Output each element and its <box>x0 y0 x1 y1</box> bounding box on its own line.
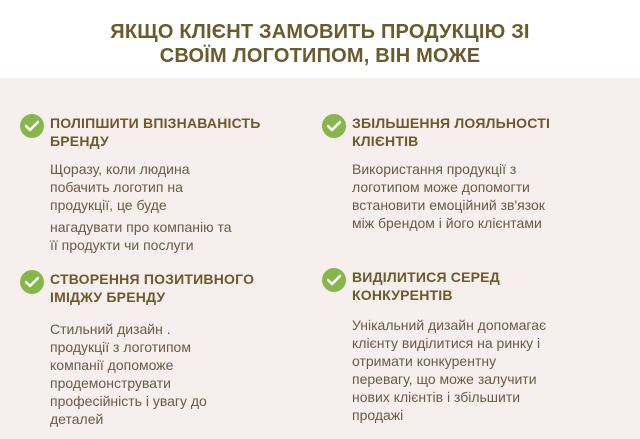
check-circle-icon <box>322 114 346 138</box>
page-title-line-2: СВОЇМ ЛОГОТИПОМ, ВІН МОЖЕ <box>159 45 481 67</box>
check-circle-icon <box>20 114 44 138</box>
feature-description: Унікальний дизайн допомагає клієнту виділитися на ринку і отримати конкурентну перевагу, що може залучити нових клієнтів і збільшити продажі <box>352 317 547 423</box>
page-title-line-1: ЯКЩО КЛІЄНТ ЗАМОВИТЬ ПРОДУКЦІЮ ЗІ <box>110 21 530 43</box>
feature-description: Стильний дизайн . продукції з логотипом компанії допоможе продемонструвати професійність і увагу до деталей <box>50 321 207 427</box>
feature-title: ЗБІЛЬШЕННЯ ЛОЯЛЬНОСТІ КЛІЄНТІВ <box>352 115 551 149</box>
check-circle-icon <box>20 270 44 294</box>
feature-title: ВИДІЛИТИСЯ СЕРЕД КОНКУРЕНТІВ <box>352 269 500 303</box>
features-panel <box>0 78 640 439</box>
feature-description: Щоразу, коли людина побачить логотип на продукції, це буде нагадувати про компанію та її продукти чи послуги <box>50 161 232 253</box>
feature-title: ПОЛІПШИТИ ВПІЗНАВАНІСТЬ БРЕНДУ <box>50 115 261 149</box>
check-circle-icon <box>322 268 346 292</box>
feature-description: Використання продукції з логотипом може допомогти встановити емоційний зв'язок між брендом і його клієнтами <box>352 161 545 231</box>
feature-title: СТВОРЕННЯ ПОЗИТИВНОГО ІМІДЖУ БРЕНДУ <box>50 271 255 305</box>
header <box>0 0 640 78</box>
